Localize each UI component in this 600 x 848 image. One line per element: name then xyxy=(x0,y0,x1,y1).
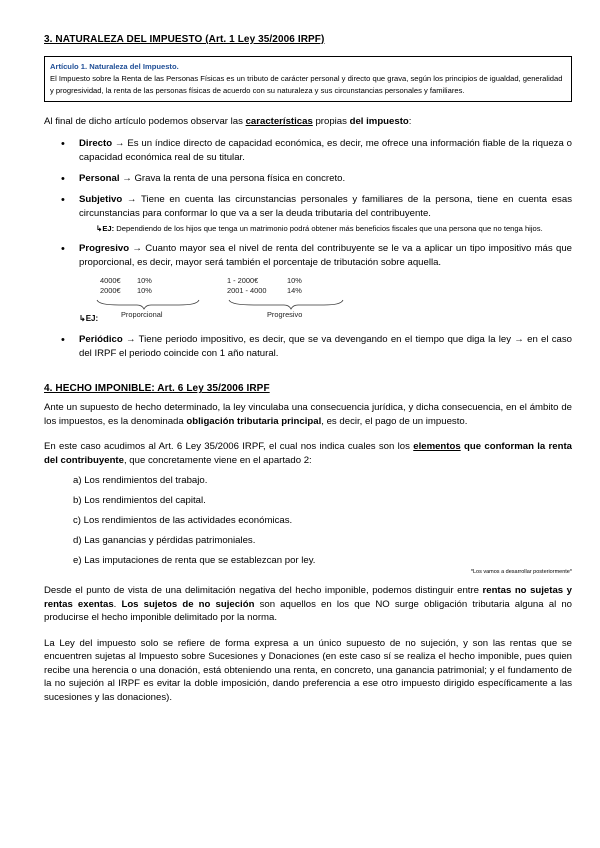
list-item-personal: • Personal → Grava la renta de una persona física en concreto. xyxy=(44,172,572,186)
list-item-periodico: • Periódico → Tiene periodo impositivo, es decir, que se va devengando en el tiempo que diga la ley → en el caso del IRPF el periodo coincide con 1 año natural. xyxy=(44,333,572,361)
progressive-row-1: 1 - 2000€ 10% xyxy=(227,275,302,285)
list-item-subjetivo: • Subjetivo → Tiene en cuenta las circunstancias personales y familiares de la persona, tiene en cuenta esas circunstancias para conformar lo que va a ser la deuda tributaria del contribuyente. ↳EJ: Dependiendo de los hijos que tenga un matrimonio podrá obtener más beneficios fiscales que una persona que no tenga hijos. xyxy=(44,193,572,234)
progressive-example-sketch xyxy=(79,270,572,326)
list-item: a) Los rendimientos del trabajo. xyxy=(73,475,208,487)
list-item: e) Las imputaciones de renta que se establezcan por ley. xyxy=(73,555,316,567)
paragraph-obligacion: Ante un supuesto de hecho determinado, la ley vinculaba una consecuencia jurídica, y dicha consecuencia, en el ámbito de los impuestos, es la denominada obligación tributaria principal, es decir, el pago de un impuesto. xyxy=(44,402,572,427)
list-item: c) Los rendimientos de las actividades económicas. xyxy=(73,515,293,527)
proportional-row-2: 2000€ 10% xyxy=(100,285,152,295)
elements-list xyxy=(44,474,572,567)
article-1-title: Artículo 1. Naturaleza del Impuesto. xyxy=(50,62,179,71)
example-progresivo-label: ↳EJ: xyxy=(79,313,99,323)
list-item: b) Los rendimientos del capital. xyxy=(73,495,206,507)
characteristics-intro: Al final de dicho artículo podemos observar las características propias del impuesto: xyxy=(44,116,412,127)
progressive-label: Progresivo xyxy=(267,309,303,319)
article-1-box xyxy=(44,56,572,102)
paragraph-elementos: En este caso acudimos al Art. 6 Ley 35/2006 IRPF, el cual nos indica cuales son los elementos que conforman la renta del contribuyente, que concretamente viene en el apartado 2: xyxy=(44,441,573,466)
progressive-row-2: 2001 - 4000 14% xyxy=(227,285,302,295)
article-1-text: El Impuesto sobre la Renta de las Personas Físicas es un tributo de carácter personal y directo que grava, según los principios de igualdad, generalidad y progresividad, la renta de las personas físicas de acuerdo con su naturaleza y sus circunstancias personales y familiares. xyxy=(50,74,563,95)
document-page xyxy=(44,34,572,704)
characteristics-list xyxy=(44,137,572,362)
list-item-progresivo: • Progresivo → Cuanto mayor sea el nivel de renta del contribuyente se le va a aplicar un tipo impositivo más que proporcional, es decir, mayor será también el porcentaje de tributación sobre aquella. 4000€ 10% 2000€ 10% Proporcional 1 - 2000€ 10% 2001 - 4000 14% Progresivo ↳EJ: xyxy=(44,242,572,326)
proportional-row-1: 4000€ 10% xyxy=(100,275,152,285)
develop-later-note: *Los vamos a desarrollar posteriormente* xyxy=(470,569,572,576)
list-item: d) Las ganancias y pérdidas patrimoniales. xyxy=(73,535,256,547)
proportional-label: Proporcional xyxy=(121,309,163,319)
section-4-heading: 4. HECHO IMPONIBLE: Art. 6 Ley 35/2006 IRPF xyxy=(44,383,270,395)
example-subjetivo: ↳EJ: Dependiendo de los hijos que tenga un matrimonio podrá obtener más beneficios fiscales que una persona que no tenga hijos. xyxy=(96,223,543,233)
paragraph-delimitacion: Desde el punto de vista de una delimitación negativa del hecho imponible, podemos distinguir entre rentas no sujetas y rentas exentas. Los sujetos de no sujeción son aquellos en los que NO surge obligación tributaria alguna al no producirse el hecho imponible delimitado por la norma. xyxy=(44,585,572,624)
list-item-directo: • Directo → Es un índice directo de capacidad económica, es decir, me ofrece una información fiable de la riqueza o capacidad económica real de su titular. xyxy=(44,137,572,165)
section-3-heading: 3. NATURALEZA DEL IMPUESTO (Art. 1 Ley 35/2006 IRPF) xyxy=(44,34,325,45)
paragraph-no-sujecion: La Ley del impuesto solo se refiere de forma expresa a un único supuesto de no sujeción, y son las rentas que se encuentren sujetas al Impuesto sobre Sucesiones y Donaciones (en este caso sí se realiza el hecho imponible, pues quien recibe una herencia o una donación, está obteniendo una renta, en concreto, una ganancia patrimonial; y el fundamento de la no sujeción al IRPF es evitar la doble imposición, dando preferencia a ese otro impuesto dirigido específicamente a las sucesiones y las donaciones). xyxy=(44,637,572,703)
